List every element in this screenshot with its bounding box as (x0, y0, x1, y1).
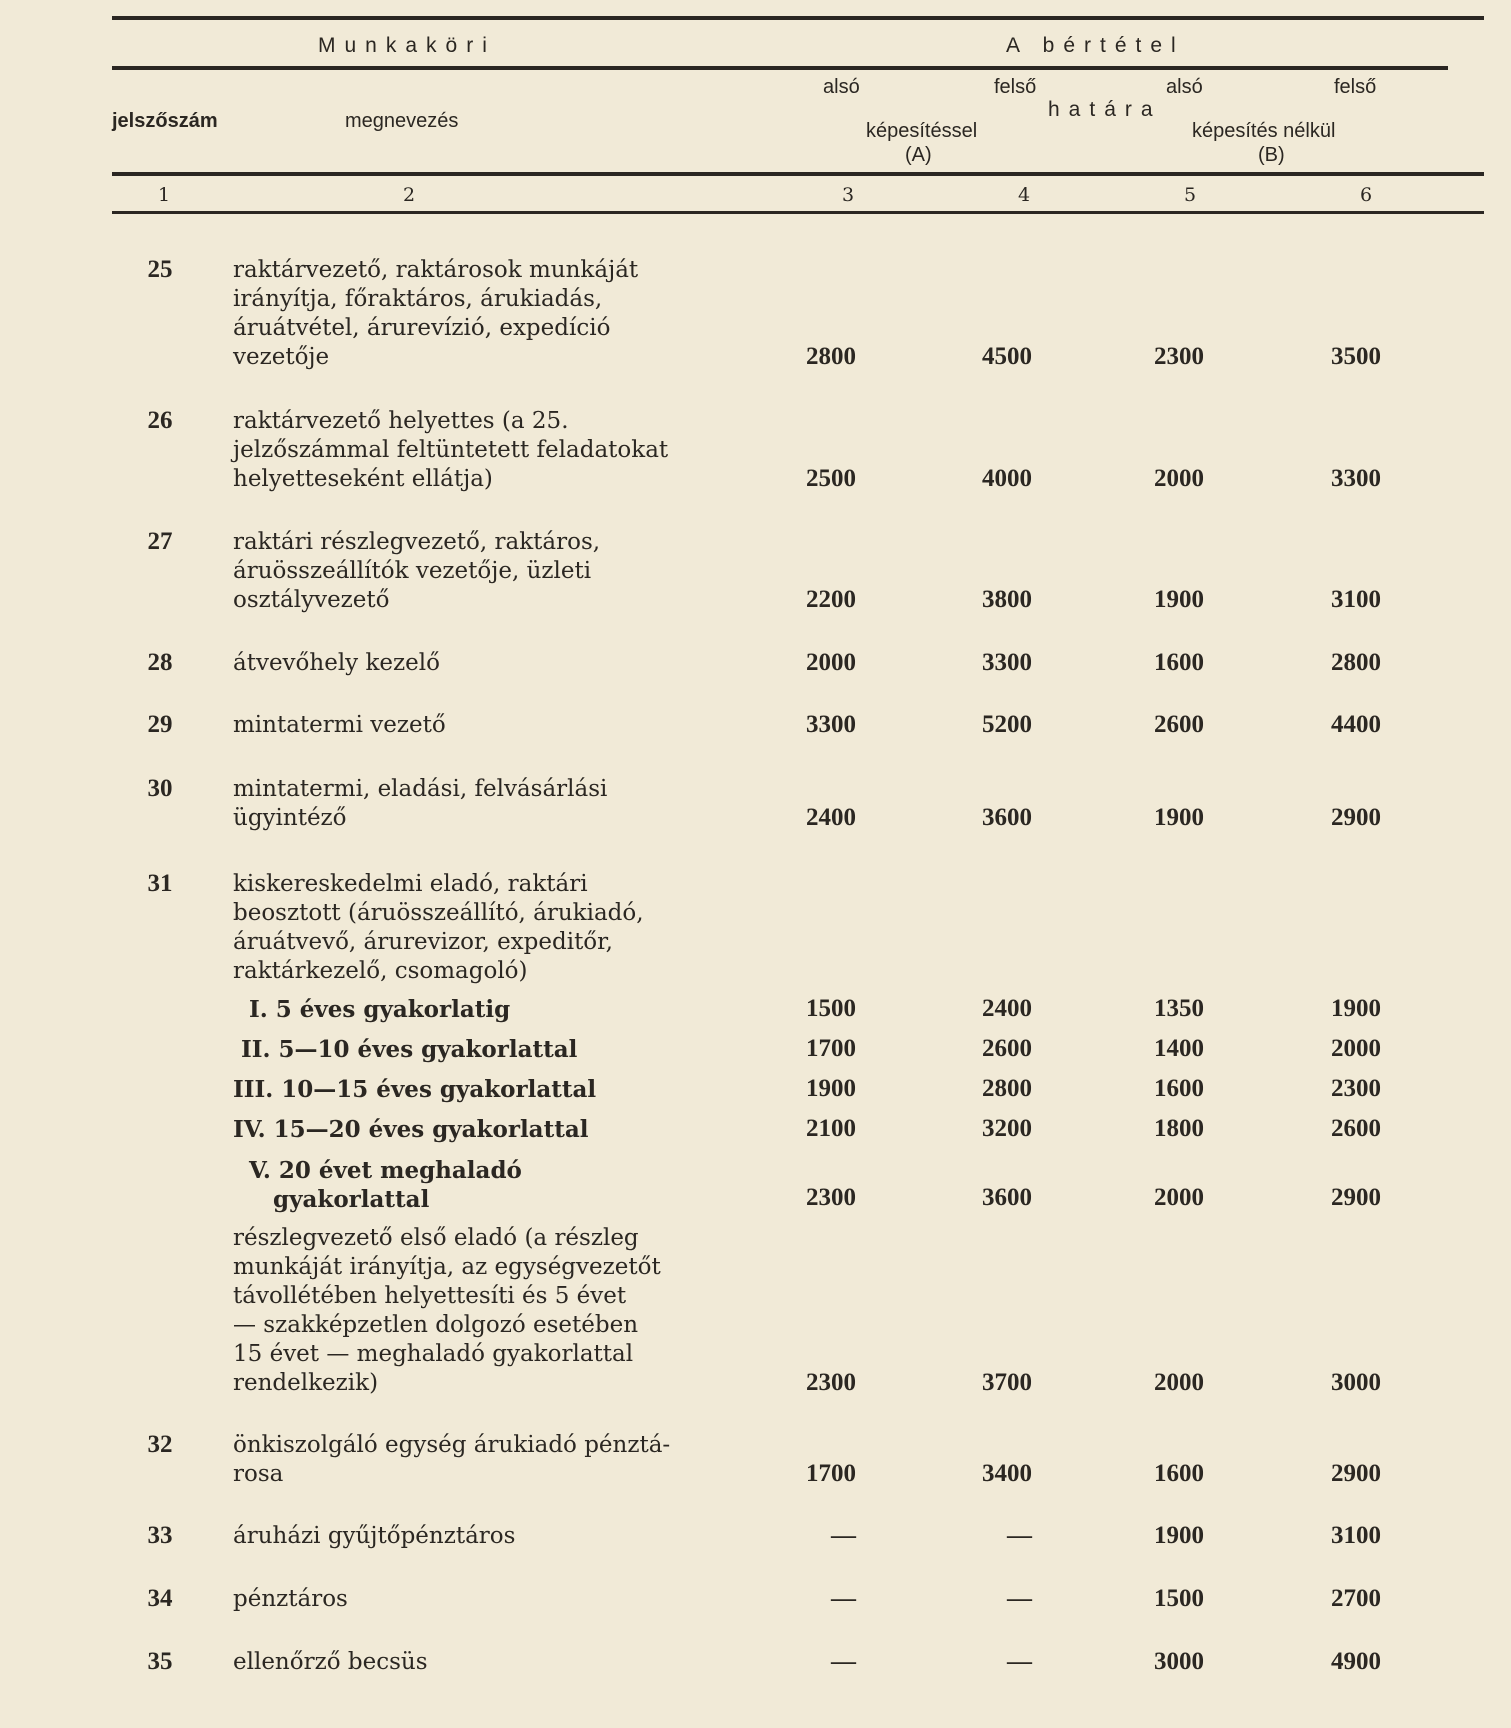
row-code: 31 (147, 870, 173, 897)
row-name: I. 5 éves gyakorlatig (233, 996, 511, 1023)
row-name: átvevőhely kezelő (233, 650, 440, 676)
value-cell: — (1007, 1648, 1032, 1675)
value-cell: 3400 (982, 1460, 1032, 1487)
value-cell: 3300 (982, 649, 1032, 676)
value-cell: 2900 (1331, 804, 1381, 831)
value-cell: 2800 (982, 1075, 1032, 1102)
value-cell: 1900 (1154, 586, 1204, 613)
value-cell: 2000 (1331, 1035, 1381, 1062)
row-name: részlegvezető első eladó (a részleg munkáját irányítja, az egységvezetőt távollétében helyettesíti és 5 évet — szakképzetlen dolgozó esetében 15 évet — meghaladó gyakorlattal rendelkezik) (233, 1225, 661, 1396)
value-cell: 2400 (982, 995, 1032, 1022)
header-bottom-rule (112, 172, 1484, 176)
value-cell: 2000 (1154, 1184, 1204, 1211)
header-jelzoszam: jelszőszám (112, 110, 218, 132)
header-felso-b: felső (1334, 76, 1377, 98)
value-cell: 3000 (1331, 1369, 1381, 1396)
header-also-a: alsó (823, 76, 860, 98)
header-munkakori: Munkaköri (318, 34, 496, 57)
row-code: 27 (147, 528, 173, 555)
value-cell: 3500 (1331, 343, 1381, 370)
value-cell: 2900 (1331, 1184, 1381, 1211)
value-cell: 2400 (806, 804, 856, 831)
row-code: 32 (147, 1431, 173, 1458)
row-name: IV. 15—20 éves gyakorlattal (233, 1116, 589, 1143)
row-name: raktárvezető, raktárosok munkáját irányítja, főraktáros, árukiadás, áruátvétel, árurevízió, expedíció vezetője (233, 257, 639, 370)
header-rule (112, 66, 1448, 70)
row-code: 30 (147, 775, 173, 802)
row-name: önkiszolgáló egység árukiadó pénztá- rosa (233, 1432, 671, 1487)
value-cell: 1900 (806, 1075, 856, 1102)
value-cell: 4900 (1331, 1648, 1381, 1675)
value-cell: 1500 (1154, 1585, 1204, 1612)
value-cell: 4000 (982, 465, 1032, 492)
value-cell: 2600 (1331, 1115, 1381, 1142)
value-cell: 2300 (1154, 343, 1204, 370)
value-cell: 2000 (1154, 465, 1204, 492)
value-cell: 2800 (1331, 649, 1381, 676)
value-cell: 3300 (1331, 465, 1381, 492)
row-name: kiskereskedelmi eladó, raktári beosztott (áruösszeállító, árukiadó, áruátvevő, árurevizor, expeditőr, raktárkezelő, csomagoló) (233, 871, 644, 984)
value-cell: 1600 (1154, 1460, 1204, 1487)
row-name: ellenőrző becsüs (233, 1649, 428, 1675)
row-code: 29 (147, 711, 173, 738)
row-name: II. 5—10 éves gyakorlattal (233, 1036, 578, 1063)
value-cell: 5200 (982, 711, 1032, 738)
header-b-label: (B) (1258, 144, 1285, 166)
header-hatara: határa (1048, 98, 1162, 121)
header-also-b: alsó (1166, 76, 1203, 98)
value-cell: 1700 (806, 1460, 856, 1487)
value-cell: 1900 (1154, 1522, 1204, 1549)
value-cell: 2000 (1154, 1369, 1204, 1396)
value-cell: 2300 (1331, 1075, 1381, 1102)
value-cell: 3200 (982, 1115, 1032, 1142)
column-number: 1 (157, 184, 171, 206)
column-number-rule (112, 211, 1484, 214)
value-cell: 1700 (806, 1035, 856, 1062)
value-cell: 1350 (1154, 995, 1204, 1022)
value-cell: 2800 (806, 343, 856, 370)
value-cell: 2000 (806, 649, 856, 676)
value-cell: — (1007, 1585, 1032, 1612)
row-code: 34 (147, 1585, 173, 1612)
value-cell: 3800 (982, 586, 1032, 613)
value-cell: 2900 (1331, 1460, 1381, 1487)
value-cell: 2500 (806, 465, 856, 492)
header-kepesites-nelkul: képesítés nélkül (1192, 120, 1336, 142)
row-name: mintatermi vezető (233, 712, 446, 738)
value-cell: 3700 (982, 1369, 1032, 1396)
row-name: pénztáros (233, 1586, 348, 1612)
row-name: mintatermi, eladási, felvásárlási ügyintéző (233, 776, 608, 831)
value-cell: — (831, 1585, 856, 1612)
row-code: 28 (147, 649, 173, 676)
column-number: 2 (402, 184, 416, 206)
top-rule (112, 16, 1484, 20)
row-name: áruházi gyűjtőpénztáros (233, 1523, 516, 1549)
value-cell: 2300 (806, 1184, 856, 1211)
value-cell: — (1007, 1522, 1032, 1549)
header-felso-a: felső (994, 76, 1037, 98)
column-number: 4 (1017, 184, 1031, 206)
value-cell: 3000 (1154, 1648, 1204, 1675)
value-cell: 4500 (982, 343, 1032, 370)
value-cell: 1600 (1154, 649, 1204, 676)
header-megnevezes: megnevezés (345, 110, 459, 132)
column-number: 6 (1359, 184, 1373, 206)
row-name: III. 10—15 éves gyakorlattal (233, 1076, 597, 1103)
value-cell: 3300 (806, 711, 856, 738)
row-code: 33 (147, 1522, 173, 1549)
value-cell: 1900 (1154, 804, 1204, 831)
value-cell: 2300 (806, 1369, 856, 1396)
row-code: 25 (147, 256, 173, 283)
value-cell: 1400 (1154, 1035, 1204, 1062)
value-cell: 2600 (1154, 711, 1204, 738)
row-code: 35 (147, 1648, 173, 1675)
value-cell: 2600 (982, 1035, 1032, 1062)
header-a-label: (A) (905, 144, 932, 166)
value-cell: 1600 (1154, 1075, 1204, 1102)
value-cell: 3100 (1331, 1522, 1381, 1549)
value-cell: 1500 (806, 995, 856, 1022)
value-cell: — (831, 1648, 856, 1675)
row-code: 26 (147, 407, 173, 434)
value-cell: 3100 (1331, 586, 1381, 613)
value-cell: 1800 (1154, 1115, 1204, 1142)
value-cell: 3600 (982, 804, 1032, 831)
value-cell: — (831, 1522, 856, 1549)
column-number: 5 (1183, 184, 1197, 206)
value-cell: 3600 (982, 1184, 1032, 1211)
header-kepesitessel: képesítéssel (866, 120, 978, 142)
value-cell: 2700 (1331, 1585, 1381, 1612)
value-cell: 4400 (1331, 711, 1381, 738)
value-cell: 2200 (806, 586, 856, 613)
column-number: 3 (841, 184, 855, 206)
value-cell: 1900 (1331, 995, 1381, 1022)
row-name: V. 20 évet meghaladó gyakorlattal (249, 1157, 522, 1213)
header-bertetel: A bértétel (1006, 34, 1185, 57)
row-name: raktárvezető helyettes (a 25. jelzőszámmal feltüntetett feladatokat helyetteseként ellátja) (233, 408, 669, 492)
value-cell: 2100 (806, 1115, 856, 1142)
row-name: raktári részlegvezető, raktáros, áruösszeállítók vezetője, üzleti osztályvezető (233, 529, 601, 613)
